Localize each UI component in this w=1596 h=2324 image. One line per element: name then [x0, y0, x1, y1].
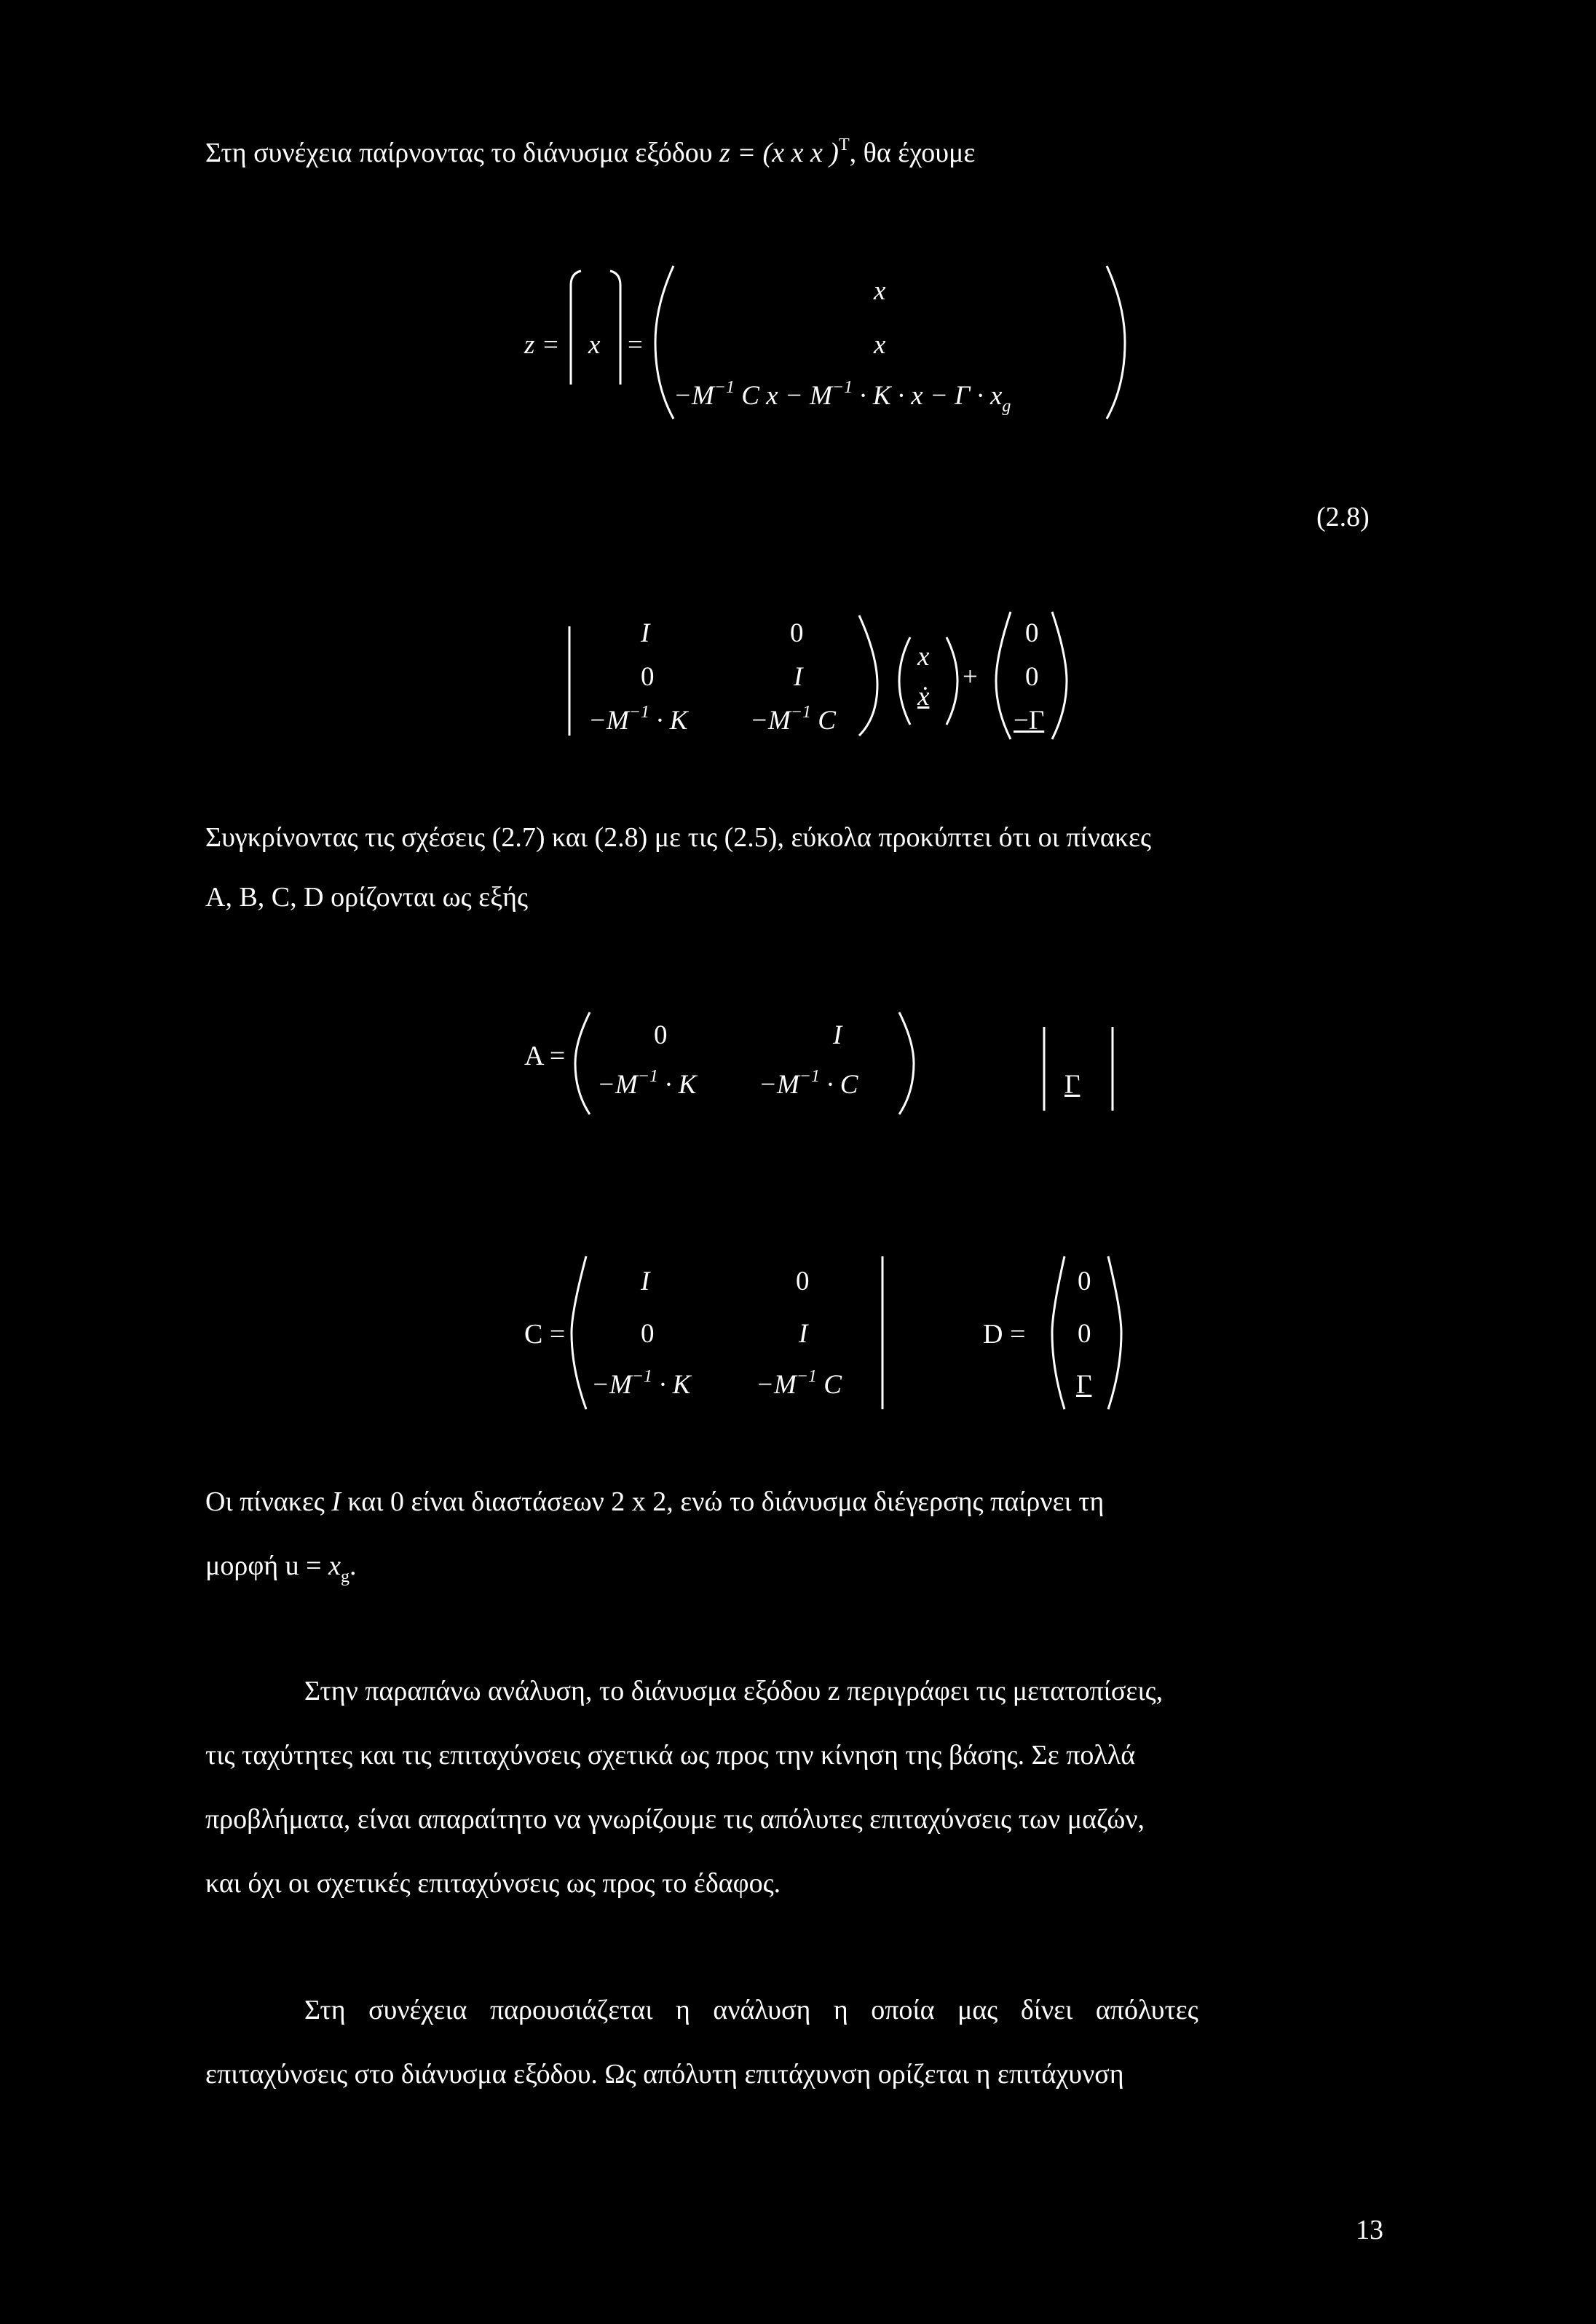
- eq28-mat-r3c2: $-M^{-1}$ C: [750, 703, 836, 736]
- matA-r1c2: I: [833, 1020, 842, 1050]
- para3-line4: και όχι οι σχετικές επιταχύνσεις ως προς το έδαφος.: [205, 1868, 781, 1899]
- matC-r2c2: I: [799, 1319, 808, 1349]
- matA-r1c1: 0: [654, 1020, 668, 1050]
- equation-number: (2.8): [1316, 502, 1370, 532]
- matA-r2c1: $-M^{-1} \cdot K$: [597, 1067, 697, 1100]
- eq28-lhs-entry: x: [588, 330, 601, 360]
- eq28-mat-r2c2: I: [794, 662, 803, 692]
- para2-line2: μορφή $u = x_g$.: [205, 1551, 357, 1586]
- eq28-mat-r1c1: I: [641, 618, 650, 648]
- para4-line2: επιταχύνσεις στο διάνυσμα εξόδου. Ως απόλυτη επιτάχυνση ορίζεται η επιτάχυνση: [205, 2059, 1124, 2089]
- plus-sign: +: [963, 662, 978, 692]
- eq28-rhs-row3: $-M^{-1}$ C $x - M^{-1} \cdot K \cdot x - \Gamma \cdot x_g$: [673, 378, 1011, 416]
- para4-line1: Στη συνέχεια παρουσιάζεται η ανάλυση η οποία μας δίνει απόλυτες: [304, 1995, 1198, 2025]
- state-vec-xdot: ẋ: [917, 682, 930, 712]
- g-vec-2: −Γ: [1014, 706, 1045, 736]
- eq28-rhs-row2: x: [874, 330, 886, 360]
- matC-r1c2: 0: [796, 1267, 810, 1296]
- eq28-mat-r1c2: 0: [790, 618, 804, 648]
- matB-entry: Γ: [1064, 1070, 1081, 1100]
- matD-entry-3: Γ: [1076, 1370, 1092, 1400]
- para2-line1: Οι πίνακες I και 0 είναι διαστάσεων 2 x 2, ενώ το διάνυσμα διέγερσης παίρνει τη: [205, 1486, 1105, 1517]
- matC-r3c1: $-M^{-1} \cdot K$: [591, 1367, 691, 1400]
- matC-r3c2: $-M^{-1}$ C: [756, 1367, 842, 1400]
- eq28-equals: =: [628, 330, 643, 360]
- g-vec-0: 0: [1025, 618, 1039, 648]
- eq28-mat-r3c1: $-M^{-1} \cdot K$: [588, 703, 688, 736]
- matC-r2c1: 0: [641, 1319, 655, 1349]
- matA-r2c2: $-M^{-1} \cdot C$: [759, 1067, 858, 1100]
- eq28-lhs: z =: [524, 330, 560, 360]
- para3-line3: προβλήματα, είναι απαραίτητο να γνωρίζουμε τις απόλυτες επιταχύνσεις των μαζών,: [205, 1804, 1145, 1835]
- para1-line2: A, B, C, D ορίζονται ως εξής: [205, 882, 529, 913]
- matD-entry-2: 0: [1078, 1319, 1091, 1349]
- g-vec-1: 0: [1025, 662, 1039, 692]
- matC-r1c1: I: [641, 1267, 650, 1296]
- matD-entry-1: 0: [1078, 1267, 1091, 1296]
- output-vector-def: z = (x x x ): [719, 138, 839, 168]
- para3-line2: τις ταχύτητες και τις επιταχύνσεις σχετικά ως προς την κίνηση της βάσης. Σε πολλά: [205, 1740, 1136, 1770]
- page-number: 13: [1356, 2215, 1383, 2245]
- para3-line1: Στην παραπάνω ανάλυση, το διάνυσμα εξόδου z περιγράφει τις μετατοπίσεις,: [304, 1676, 1164, 1706]
- eq28-rhs-row1: x: [874, 276, 886, 306]
- matrix-D-label: D =: [983, 1319, 1026, 1350]
- eq28-mat-r2c1: 0: [641, 662, 655, 692]
- matrix-C-label: C =: [524, 1319, 566, 1350]
- para1-line1: Συγκρίνοντας τις σχέσεις (2.7) και (2.8) με τις (2.5), εύκολα προκύπτει ότι οι πίνακες: [205, 822, 1151, 853]
- matrix-A-label: A =: [524, 1041, 566, 1071]
- state-vec-x: x: [917, 642, 930, 671]
- intro-line: Στη συνέχεια παίρνοντας το διάνυσμα εξόδου z = (x x x )$^T$, θα έχουμε: [205, 135, 976, 168]
